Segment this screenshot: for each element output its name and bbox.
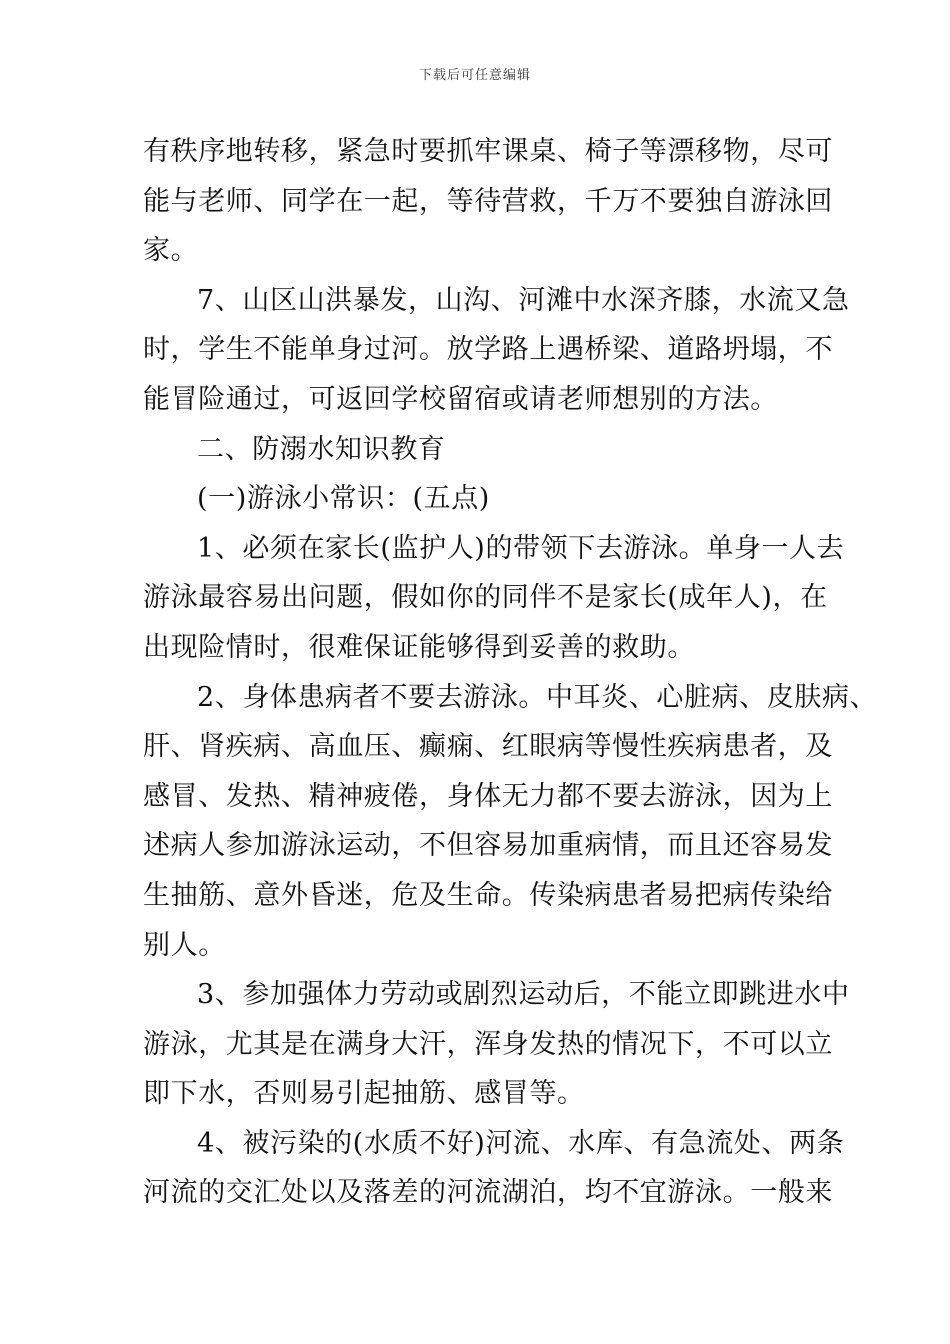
subsection-heading: (一)游泳小常识：(五点) <box>197 483 490 515</box>
text-line: 出现险情时，很难保证能够得到妥善的救助。 <box>143 631 695 663</box>
text-line: 河流的交汇处以及落差的河流湖泊，均不宜游泳。一般来 <box>143 1177 833 1209</box>
text-line: 时，学生不能单身过河。放学路上遇桥梁、道路坍塌，不 <box>143 334 833 366</box>
text-line: 游泳，尤其是在满身大汗，浑身发热的情况下，不可以立 <box>143 1028 833 1060</box>
text-line: 游泳最容易出问题，假如你的同伴不是家长(成年人)，在 <box>143 582 828 614</box>
text-line: 家。 <box>143 235 199 267</box>
text-line: 1、必须在家长(监护人)的带领下去游泳。单身一人去 <box>197 532 845 564</box>
text-line: 2、身体患病者不要去游泳。中耳炎、心脏病、皮肤病、 <box>197 681 878 713</box>
page-header: 下载后可任意编辑 <box>418 68 531 83</box>
text-line: 即下水，否则易引起抽筋、感冒等。 <box>143 1078 585 1110</box>
text-line: 生抽筋、意外昏迷，危及生命。传染病患者易把病传染给 <box>143 879 833 911</box>
section-heading: 二、防溺水知识教育 <box>197 433 446 465</box>
text-line: 4、被污染的(水质不好)河流、水库、有急流处、两条 <box>197 1127 845 1159</box>
text-line: 别人。 <box>143 929 226 961</box>
text-line: 7、山区山洪暴发，山沟、河滩中水深齐膝，水流又急 <box>197 284 850 316</box>
document-body <box>143 127 878 1218</box>
text-line: 能与老师、同学在一起，等待营救，千万不要独自游泳回 <box>143 185 833 217</box>
text-line: 3、参加强体力劳动或剧烈运动后，不能立即跳进水中 <box>197 979 850 1011</box>
text-line: 肝、肾疾病、高血压、癫痫、红眼病等慢性疾病患者，及 <box>143 731 833 763</box>
text-line: 能冒险通过，可返回学校留宿或请老师想别的方法。 <box>143 383 778 415</box>
text-line: 有秩序地转移，紧急时要抓牢课桌、椅子等漂移物，尽可 <box>143 136 833 167</box>
text-line: 述病人参加游泳运动，不但容易加重病情，而且还容易发 <box>143 830 833 862</box>
text-line: 感冒、发热、精神疲倦，身体无力都不要去游泳，因为上 <box>143 780 833 812</box>
